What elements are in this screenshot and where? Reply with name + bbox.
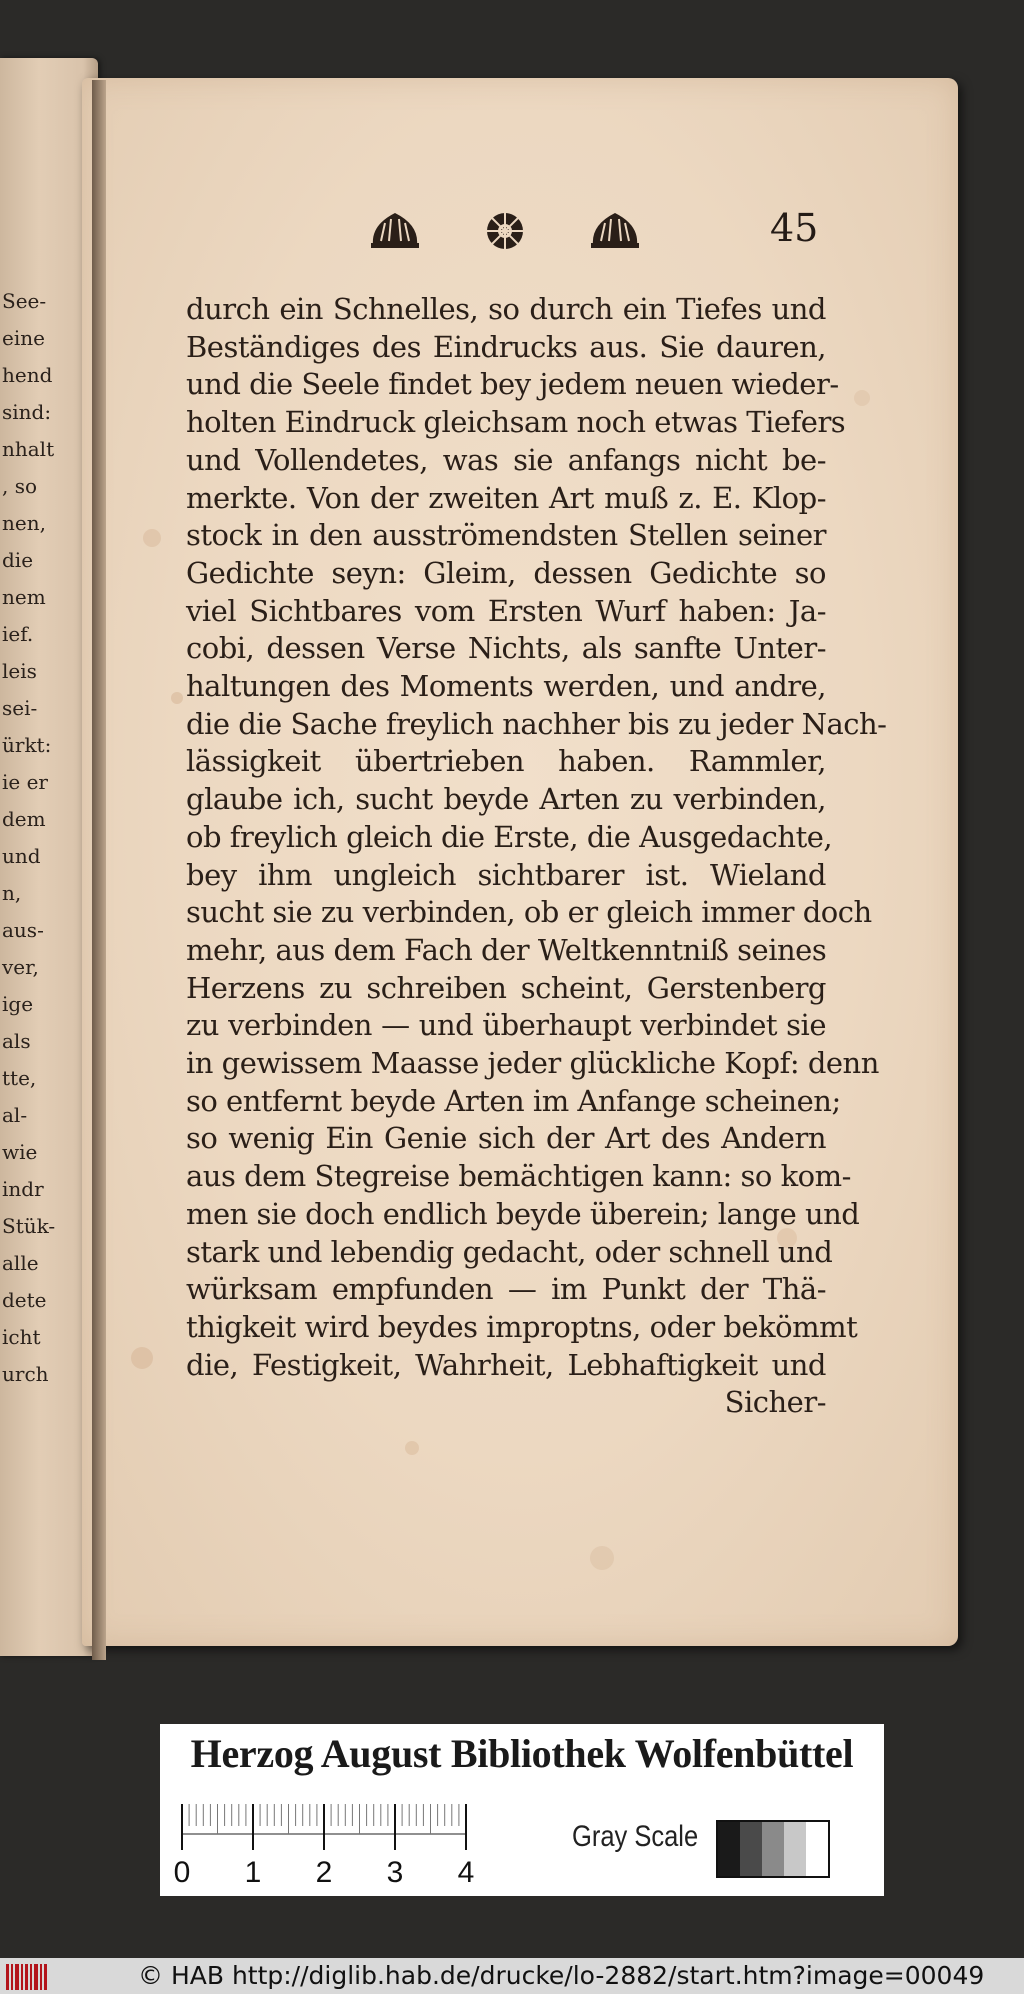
text-line: bey ihm ungleich sichtbarer ist. Wieland (186, 857, 826, 892)
barcode-icon (6, 1964, 50, 1990)
palmette-ornament-icon (371, 213, 419, 248)
text-line: stock in den ausströmendsten Stellen seiner (186, 518, 826, 553)
text-line: Sicher- (724, 1385, 826, 1420)
previous-page-fragment: leis (2, 659, 37, 683)
ruler-number: 4 (457, 1856, 475, 1889)
text-line: würksam empfunden — im Punkt der Thä- (186, 1272, 826, 1307)
previous-page-fragment: n, (2, 881, 22, 905)
previous-page-fragment: dete (2, 1288, 47, 1312)
previous-page-fragment: eine (2, 326, 45, 350)
previous-page-fragment: indr (2, 1177, 44, 1201)
previous-page-fragment: und (2, 844, 41, 868)
text-line: die die Sache freylich nachher bis zu jeder Nach- (186, 706, 887, 741)
previous-page-fragment: al- (2, 1103, 28, 1127)
previous-page-fragment: als (2, 1029, 31, 1053)
text-line: men sie doch endlich beyde überein; lange und (186, 1196, 860, 1231)
footer-bar (0, 1958, 1024, 1994)
text-line: glaube ich, sucht beyde Arten zu verbinden, (186, 782, 826, 817)
previous-page-fragment: , so (2, 474, 38, 498)
text-line: ob freylich gleich die Erste, die Ausgedachte, (186, 819, 833, 854)
previous-page-fragment: nhalt (2, 437, 55, 461)
previous-page-fragment: icht (2, 1325, 41, 1349)
previous-page-fragment: ie er (2, 770, 48, 794)
gray-patch (740, 1822, 762, 1876)
previous-page-fragment: hend (2, 363, 53, 387)
ruler-number: 3 (386, 1856, 404, 1889)
body-text (186, 291, 887, 1422)
text-line: sucht sie zu verbinden, ob er gleich immer doch (186, 895, 872, 930)
previous-page-fragment: ver, (2, 955, 39, 979)
previous-page-fragment: nen, (2, 511, 46, 535)
previous-page-fragment: sei- (2, 696, 38, 720)
previous-page-fragment: dem (2, 807, 46, 831)
gray-scale-label: Gray Scale (572, 1820, 699, 1853)
gray-patch (784, 1822, 806, 1876)
previous-page-fragment: aus- (2, 918, 44, 942)
palmette-ornament-icon (591, 213, 639, 248)
ruler-number: 2 (315, 1856, 333, 1889)
text-line: thigkeit wird beydes improptns, oder bekömmt (186, 1309, 858, 1344)
text-line: durch ein Schnelles, so durch ein Tiefes und (186, 292, 826, 326)
color-calibration-target (160, 1724, 884, 1896)
header-ornaments (365, 205, 645, 255)
text-line: cobi, dessen Verse Nichts, als sanfte Unter- (186, 631, 826, 666)
previous-page-fragment: sind: (2, 400, 52, 424)
text-line: holten Eindruck gleichsam noch etwas Tiefers (186, 405, 846, 440)
ruler-number: 0 (173, 1856, 191, 1889)
previous-page-fragment: urch (2, 1362, 49, 1386)
text-line: stark und lebendig gedacht, oder schnell und (186, 1234, 833, 1269)
text-line: mehr, aus dem Fach der Weltkenntniß seines (186, 932, 827, 967)
gray-patch (762, 1822, 784, 1876)
text-line: Beständiges des Eindrucks aus. Sie dauren, (186, 329, 826, 364)
page-number: 45 (770, 206, 819, 250)
text-line: Herzens zu schreiben scheint, Gerstenberg (186, 970, 826, 1005)
footer-url: © HAB http://diglib.hab.de/drucke/lo-2882/start.htm?image=00049 (138, 1961, 985, 1990)
previous-page-fragment: ige (2, 992, 34, 1016)
text-line: haltungen des Moments werden, und andre, (186, 669, 826, 704)
previous-page-fragment: wie (2, 1140, 38, 1164)
institution-name: Herzog August Bibliothek Wolfenbüttel (190, 1731, 854, 1776)
text-line: viel Sichtbares vom Ersten Wurf haben: Ja- (186, 593, 826, 628)
text-line: in gewissem Maasse jeder glückliche Kopf: denn (186, 1046, 879, 1081)
previous-page-fragment: tte, (2, 1066, 37, 1090)
text-line: und die Seele findet bey jedem neuen wieder- (186, 367, 839, 402)
text-line: aus dem Stegreise bemächtigen kann: so kom- (186, 1159, 851, 1194)
book-gutter (92, 80, 106, 1660)
text-line: und Vollendetes, was sie anfangs nicht be- (186, 442, 826, 477)
text-line: lässigkeit übertrieben haben. Rammler, (186, 744, 826, 779)
previous-page-fragment: die (2, 548, 34, 572)
previous-page-fragment: See- (2, 289, 47, 313)
previous-page-text (2, 283, 56, 1393)
ruler-number: 1 (244, 1856, 262, 1889)
previous-page-fragment: ief. (2, 622, 34, 646)
text-line: so wenig Ein Genie sich der Art des Andern (186, 1121, 826, 1156)
ruler-scale (173, 1804, 558, 1894)
gray-patch (806, 1822, 828, 1876)
text-line: so entfernt beyde Arten im Anfange scheinen; (186, 1083, 841, 1118)
rosette-ornament-icon (487, 213, 523, 249)
text-line: zu verbinden — und überhaupt verbindet sie (186, 1008, 826, 1043)
text-line: Gedichte seyn: Gleim, dessen Gedichte so (186, 555, 826, 590)
gray-scale-patches (716, 1820, 830, 1878)
previous-page-fragment: nem (2, 585, 46, 609)
previous-page-fragment: alle (2, 1251, 39, 1275)
previous-page-fragment: Stük- (2, 1214, 56, 1238)
previous-page-fragment: ürkt: (2, 733, 52, 757)
gray-patch (718, 1822, 740, 1876)
text-line: merkte. Von der zweiten Art muß z. E. Klop- (186, 480, 826, 515)
text-line: die, Festigkeit, Wahrheit, Lebhaftigkeit und (186, 1347, 826, 1382)
